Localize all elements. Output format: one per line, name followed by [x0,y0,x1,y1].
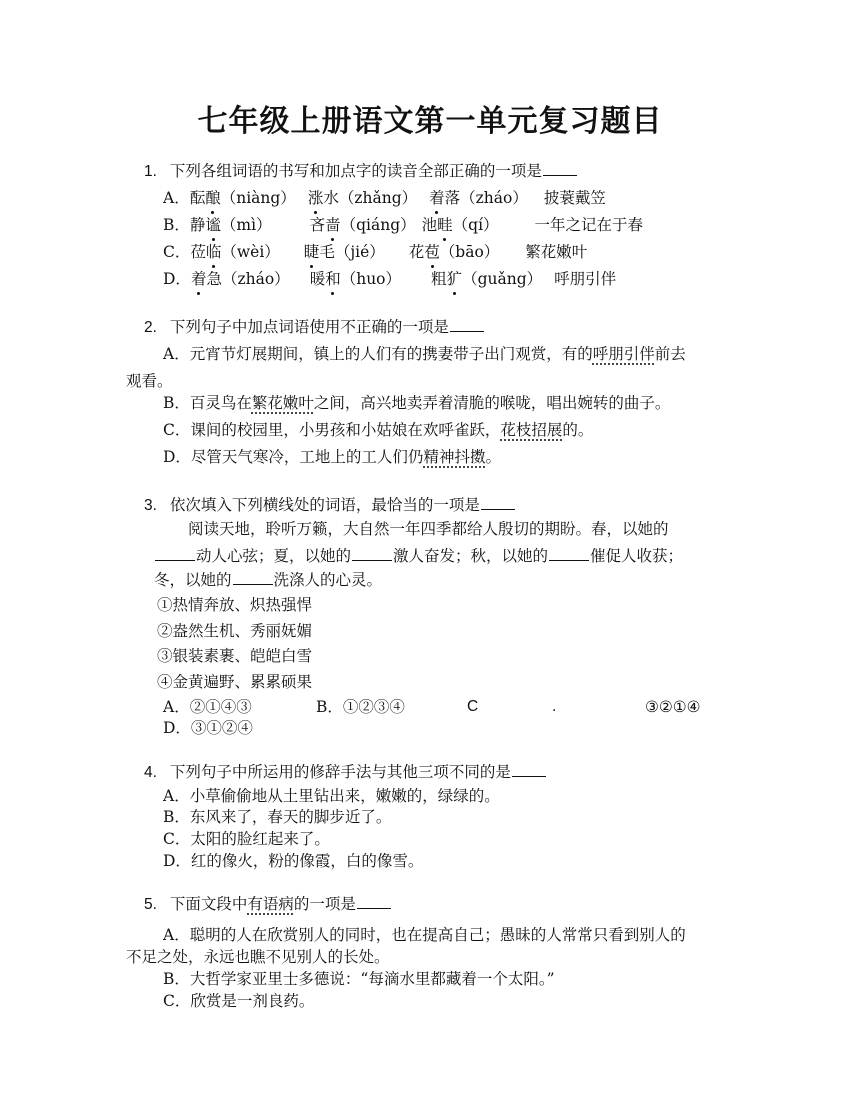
emphasized-phrase: 呼朋引伴 [592,345,655,363]
fill-blank-2 [352,546,392,561]
q4-option-d: D．红的像火，粉的像霞，白的像雪。 [163,852,424,870]
q5-option-b: B．大哲学家亚里士多德说：“每滴水里都藏着一个太阳。” [163,970,555,988]
q3-passage-line-2: 动人心弦；夏，以她的 激人奋发；秋，以她的 催促人收获； [154,545,683,567]
q5-option-a: A．聪明的人在欣赏别人的同时，也在提高自己；愚昧的人常常只看到别人的 [163,926,686,944]
question-1 [144,160,578,183]
q3-answer-a: A．②①④③ [163,698,252,716]
q1-option-d: D．着急（zháo） 暖和（huo） 粗犷（guǎng） 呼朋引伴 [163,270,617,288]
answer-blank [450,317,484,332]
q2-option-b: B．百灵鸟在繁花嫩叶之间，高兴地卖弄着清脆的喉咙，唱出婉转的曲子。 [163,394,671,412]
q4-option-c: C．太阳的脸红起来了。 [163,830,330,848]
q5-option-c: C．欣赏是一剂良药。 [163,992,315,1010]
question-stem: 下列句子中所运用的修辞手法与其他三项不同的是 [169,763,511,781]
q4-option-a: A．小草偷偷地从土里钻出来，嫩嫩的，绿绿的。 [163,787,500,805]
q3-passage-line-3: 冬，以她的 洗涤人的心灵。 [154,571,383,589]
emphasized-char: 犷 [446,270,463,288]
answer-blank [481,495,515,510]
emphasized-char: 苞 [424,243,440,261]
question-number: 1. [144,163,157,180]
q3-answer-b: B．①②③④ [316,698,405,716]
q3-answer-c-dot: . [552,698,557,715]
q2-option-c: C．课间的校园里，小男孩和小姑娘在欢呼雀跃，花枝招展的。 [163,421,594,439]
q3-choice-4: ④金黄遍野、累累硕果 [157,673,313,691]
emphasized-phrase: 有语病 [247,895,294,913]
emphasized-char: 酿 [205,189,221,207]
page-title: 七年级上册语文第一单元复习题目 [197,104,663,139]
emphasized-char: 畦 [437,216,453,234]
answer-blank [543,161,577,176]
question-stem: 依次填入下列横线处的词语，最恰当的一项是 [169,496,480,514]
question-4 [144,761,547,784]
q1-option-b: B．静谧（mì） 吝啬（qiáng） 池畦（qí） 一年之记在于春 [163,216,644,234]
emphasized-char: 啬 [325,216,341,234]
emphasized-phrase: 花枝招展 [500,421,563,439]
emphasized-char: 睫 [303,243,320,261]
q2-option-d: D．尽管天气寒冷，工地上的工人们仍精神抖擞。 [163,448,501,466]
question-3 [144,494,516,517]
q3-answer-c-letter: C [467,698,479,715]
fill-blank-3 [549,546,589,561]
answer-blank [512,762,546,777]
question-stem: 下列句子中加点词语使用不正确的一项是 [169,318,449,336]
question-5: 5. 下面文段中有语病的一项是 [144,893,392,916]
q3-answer-c: ③②①④ [645,698,701,716]
q3-choice-1: ①热情奔放、炽热强悍 [157,596,313,614]
emphasized-char: 临 [205,243,222,261]
q1-option-c: C．莅临（wèi） 睫毛（jié） 花苞（bāo） 繁花嫩叶 [163,243,588,261]
question-number: 5. [144,896,157,913]
q1-option-a: A．酝酿（niàng） 涨水（zhǎng） 着落（zháo） 披蓑戴笠 [163,189,606,207]
emphasized-char: 谧 [205,216,221,234]
q2-option-a: A．元宵节灯展期间，镇上的人们有的携妻带子出门观赏，有的呼朋引伴前去 [163,345,686,363]
q3-choice-3: ③银装素裹、皑皑白雪 [157,647,313,665]
fill-blank-4 [233,570,273,585]
emphasized-phrase: 精神抖擞 [423,448,486,466]
q4-option-b: B．东风来了，春天的脚步近了。 [163,808,392,826]
q2-option-a-continued: 观看。 [126,372,173,390]
question-2 [144,316,485,339]
question-stem: 下列各组词语的书写和加点字的读音全部正确的一项是 [169,162,542,180]
q3-answer-d: D．③①②④ [163,719,253,737]
question-stem: 下面文段中 [169,895,248,913]
emphasized-char: 和 [325,270,341,288]
emphasized-char: 着 [190,270,207,288]
question-number: 3. [144,497,157,514]
emphasized-char: 涨 [307,189,324,207]
emphasized-phrase: 繁花嫩叶 [251,394,314,412]
q5-option-a-continued: 不足之处，永远也瞧不见别人的长处。 [126,948,390,966]
fill-blank-1 [155,546,195,561]
q3-passage-line-1: 阅读天地，聆听万籁，大自然一年四季都给人殷切的期盼。春，以她的 [188,520,669,538]
answer-blank [357,894,391,909]
question-number: 2. [144,319,157,336]
emphasized-char: 着 [429,189,445,207]
question-number: 4. [144,764,157,781]
q3-choice-2: ②盎然生机、秀丽妩媚 [157,622,313,640]
